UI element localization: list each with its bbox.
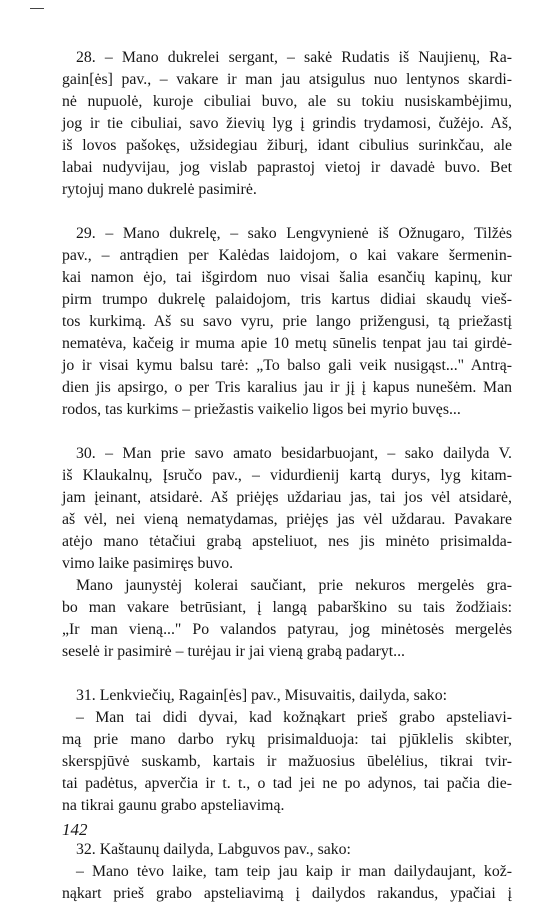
text-line: 31. Lenkviečių, Ragain[ės] pav., Misuvaitis, dailyda, sako: — [76, 687, 447, 704]
text-line: jo ir visai kymu balsu tarė: „To balso gali veik nusigąst..." Antrą- — [62, 357, 512, 374]
text-line: atėjo mano tėtačiui grabą apsteliuot, nes jis minėto prisimalda- — [62, 533, 512, 550]
text-line: rytojuj mano dukrelė pasimirė. — [62, 181, 257, 198]
text-line: 32. Kaštaunų dailyda, Labguvos pav., sako: — [76, 841, 351, 858]
text-line: tos kurkimą. Aš su savo vyru, prie lango prižengusi, tą priežastį — [62, 313, 512, 330]
document-page — [62, 47, 512, 905]
text-line: iš Klaukalnų, Įsručo pav., – vidurdienij kartą durys, lyg kitam- — [62, 467, 512, 484]
text-line: skerspjūvė suskamb, kartais ir mažuosius ūbelėlius, tikrai tvir- — [62, 753, 512, 770]
page-number: 142 — [62, 820, 88, 839]
text-line: nematėva, kačeig ir muma apie 10 metų sūnelis tenpat jau tai girdė- — [62, 335, 512, 352]
text-line: bo man vakare betrūsiant, į langą pabarškino su tais žodžiais: — [62, 599, 512, 616]
text-line: – Mano tėvo laike, tam teip jau kaip ir man dailydaujant, kož- — [76, 863, 512, 880]
text-line: pav., – antrądien per Kalėdas laidojom, o kai vakare šermenin- — [62, 247, 512, 264]
text-line: aš vėl, nei vieną nematydamas, priėjęs jas vėl uždarau. Pavakare — [62, 511, 512, 528]
corner-mark — [30, 0, 44, 9]
entry-29-paragraph — [62, 223, 512, 421]
text-line: 29. – Mano dukrelę, – sako Lengvynienė iš Ožnugaro, Tilžės — [76, 225, 512, 242]
text-line: tai padėtus, apverčia ir t. t., o tad jei ne po adynos, tai pačia die- — [62, 775, 512, 792]
text-line: nė nupuolė, kuroje cibuliai buvo, ale su tokiu nusiskambėjimu, — [62, 93, 512, 110]
entry-29 — [62, 223, 512, 421]
text-line: jam įeinant, atsidarė. Aš priėjęs uždariau jas, tai jos vėl atsidarė, — [62, 489, 512, 506]
text-line: rodos, tas kurkims – priežastis vaikelio ligos bei myrio buvęs... — [62, 401, 461, 418]
entry-30-paragraph-2 — [62, 575, 512, 663]
text-line: mą prie mano darbo rykų prisimalduoja: tai pjūklelis skibter, — [62, 731, 512, 748]
text-line: iš lovos pašokęs, užsidegiau žiburį, idant cibulius surinkčau, ale — [62, 137, 512, 154]
text-line: jog ir tie cibuliai, savo žievių lyg į grindis trydamosi, čužėjo. Aš, — [62, 115, 512, 132]
entry-31-paragraph — [62, 685, 512, 817]
text-line: dien jis apsirgo, o per Tris karalius jau ir jį į kapus nunešėm. Man — [62, 379, 512, 396]
entry-32-paragraph — [62, 839, 512, 905]
text-line: seselė ir pasimirė – turėjau ir jai vieną grabą padaryt... — [62, 643, 406, 660]
entry-30 — [62, 443, 512, 663]
text-line: – Man tai didi dyvai, kad kožnąkart prieš grabo apsteliavi- — [76, 709, 512, 726]
text-line: pirm trumpo dukrelę palaidojom, tris kartus didiai skaudų vieš- — [62, 291, 512, 308]
entry-32 — [62, 839, 512, 905]
entry-31 — [62, 685, 512, 817]
text-line: gain[ės] pav., – vakare ir man jau atsigulus nuo lentynos skardi- — [62, 71, 512, 88]
text-line: 30. – Man prie savo amato besidarbuojant, – sako dailyda V. — [76, 445, 512, 462]
text-line: na tikrai gaunu grabo apsteliavimą. — [62, 797, 285, 814]
text-line: 28. – Mano dukrelei sergant, – sakė Rudatis iš Naujienų, Ra- — [76, 49, 512, 66]
text-line: Mano jaunystėj kolerai saučiant, prie nekuros mergelės gra- — [76, 577, 512, 594]
entry-30-paragraph — [62, 443, 512, 575]
text-line: labai nudyvijau, jog vislab paprastoj vietoj ir davadė buvo. Bet — [62, 159, 512, 176]
text-line: nąkart prieš grabo apsteliavimą į dailydos rakandus, ypačiai į — [62, 885, 512, 902]
entry-28-paragraph — [62, 47, 512, 201]
text-line: kai namon ėjo, tai išgirdom nuo visai šalia esančių kapinų, kur — [62, 269, 512, 286]
entry-28 — [62, 47, 512, 201]
text-line: vimo laike pasimiręs buvo. — [62, 555, 234, 572]
text-line: „Ir man vieną..." Po valandos patyrau, jog minėtosės mergelės — [62, 621, 512, 638]
